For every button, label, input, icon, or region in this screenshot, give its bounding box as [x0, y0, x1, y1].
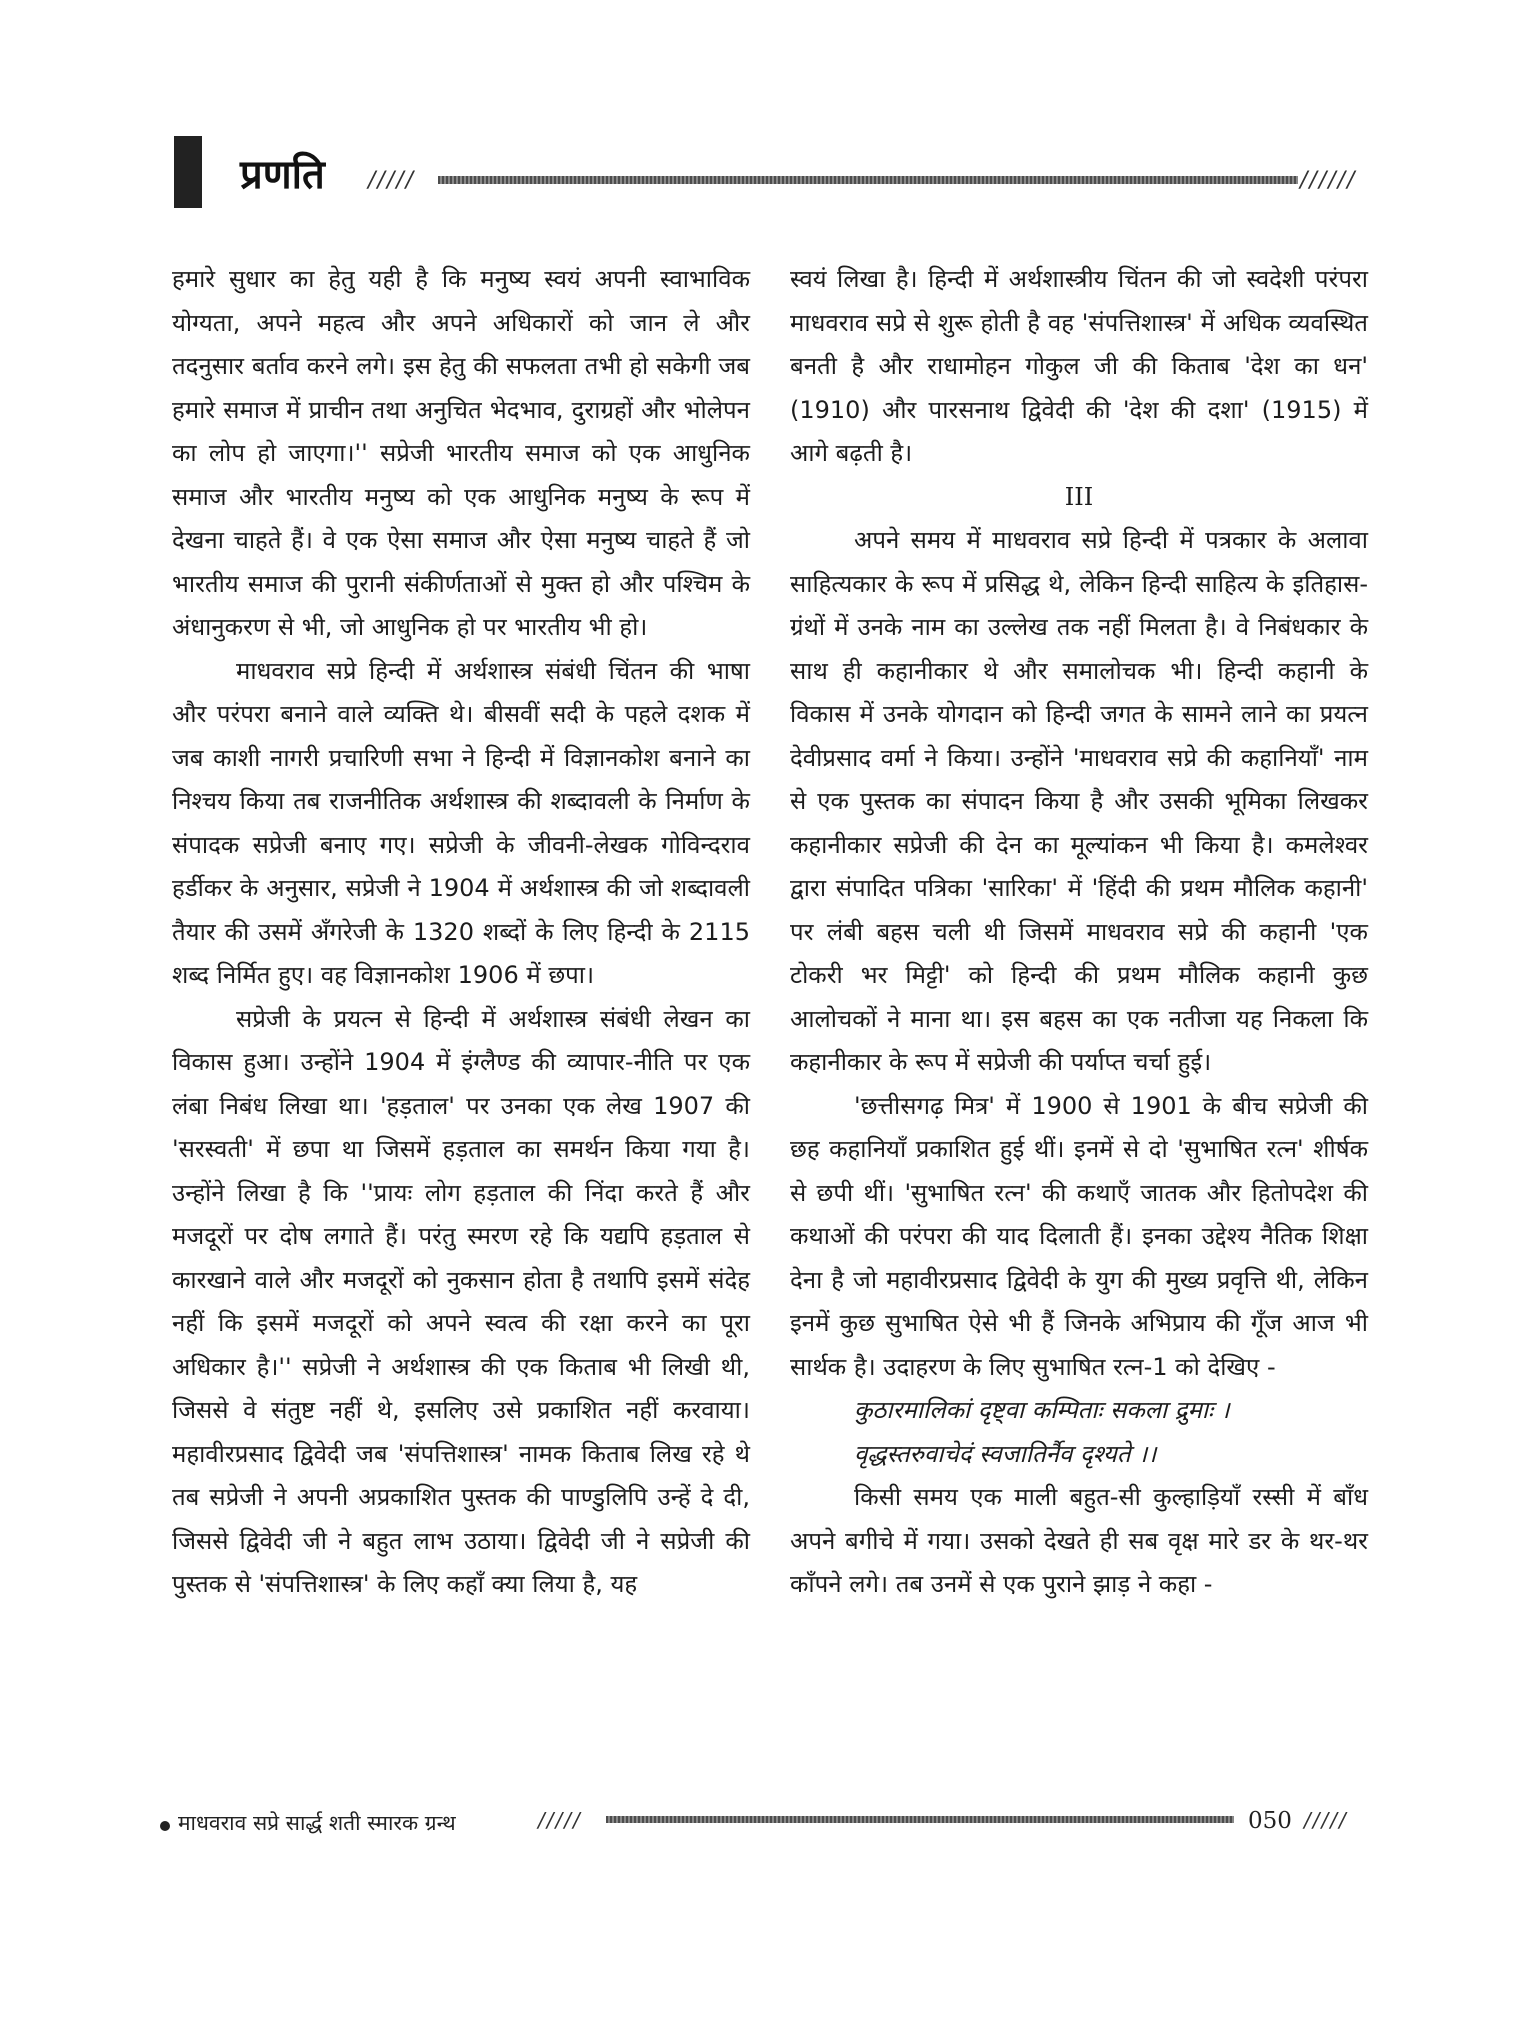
footer-bullet-icon — [160, 1821, 170, 1831]
paragraph: हमारे सुधार का हेतु यही है कि मनुष्य स्वयं अपनी स्वाभाविक योग्यता, अपने महत्व और अपने अधिकारों को जान ले और तदनुसार बर्ताव करने लगे। इस हेतु की सफलता तभी हो सकेगी जब हमारे समाज में प्राचीन तथा अनुचित भेदभाव, दुराग्रहों और भोलेपन का लोप हो जाएगा।'' सप्रेजी भारतीय समाज को एक आधुनिक समाज और भारतीय मनुष्य को एक आधुनिक मनुष्य के रूप में देखना चाहते हैं। वे एक ऐसा समाज और ऐसा मनुष्य चाहते हैं जो भारतीय समाज की पुरानी संकीर्णताओं से मुक्त हो और पश्चिम के अंधानुकरण से भी, जो आधुनिक हो पर भारतीय भी हो। — [172, 265, 750, 641]
paragraph: स्वयं लिखा है। हिन्दी में अर्थशास्त्रीय चिंतन की जो स्वदेशी परंपरा माधवराव सप्रे से शुरू होती है वह 'संपत्तिशास्त्र' में अधिक व्यवस्थित बनती है और राधामोहन गोकुल जी की किताब 'देश का धन' (1910) और पारसनाथ द्विवेदी की 'देश की दशा' (1915) में आगे बढ़ती है। — [790, 265, 1368, 467]
page-number: 050 — [1248, 1808, 1292, 1834]
footer-slashes-left: ///// — [538, 1808, 582, 1832]
footer-slashes-right: ///// — [1304, 1808, 1348, 1832]
header-slashes-right: ////// — [1300, 168, 1357, 193]
paragraph: 'छत्तीसगढ़ मित्र' में 1900 से 1901 के बीच सप्रेजी की छह कहानियाँ प्रकाशित हुई थीं। इनमें से दो 'सुभाषित रत्न' शीर्षक से छपी थीं। 'सुभाषित रत्न' की कथाएँ जातक और हितोपदेश की कथाओं की परंपरा की याद दिलाती हैं। इनका उद्देश्य नैतिक शिक्षा देना है जो महावीरप्रसाद द्विवेदी के युग की मुख्य प्रवृत्ति थी, लेकिन इनमें कुछ सुभाषित ऐसे भी हैं जिनके अभिप्राय की गूँज आज भी सार्थक है। उदाहरण के लिए सुभाषित रत्न-1 को देखिए - — [790, 1091, 1368, 1381]
sanskrit-verse-line: कुठारमालिकां दृष्ट्वा कम्पिताः सकला द्रुमाः । — [854, 1396, 1230, 1424]
footer-book-title: माधवराव सप्रे सार्द्ध शती स्मारक ग्रन्थ — [178, 1811, 456, 1835]
header-slashes-left: ///// — [368, 168, 416, 193]
paragraph: सप्रेजी के प्रयत्न से हिन्दी में अर्थशास्त्र संबंधी लेखन का विकास हुआ। उन्होंने 1904 में इंग्लैण्ड की व्यापार-नीति पर एक लंबा निबंध लिखा था। 'हड़ताल' पर उनका एक लेख 1907 की 'सरस्वती' में छपा था जिसमें हड़ताल का समर्थन किया गया है। उन्होंने लिखा है कि ''प्रायः लोग हड़ताल की निंदा करते हैं और मजदूरों पर दोष लगाते हैं। परंतु स्मरण रहे कि यद्यपि हड़ताल से कारखाने वाले और मजदूरों को नुकसान होता है तथापि इसमें संदेह नहीं कि इसमें मजदूरों को अपने स्वत्व की रक्षा करने का पूरा अधिकार है।'' सप्रेजी ने अर्थशास्त्र की एक किताब भी लिखी थी, जिससे वे संतुष्ट नहीं थे, इसलिए उसे प्रकाशित नहीं करवाया। महावीरप्रसाद द्विवेदी जब 'संपत्तिशास्त्र' नामक किताब लिख रहे थे तब सप्रेजी ने अपनी अप्रकाशित पुस्तक की पाण्डुलिपि उन्हें दे दी, जिससे द्विवेदी जी ने बहुत लाभ उठाया। द्विवेदी जी ने सप्रेजी की पुस्तक से 'संपत्तिशास्त्र' के लिए कहाँ क्या लिया है, यह — [172, 1004, 750, 1598]
header-rule — [438, 176, 1298, 184]
paragraph: अपने समय में माधवराव सप्रे हिन्दी में पत्रकार के अलावा साहित्यकार के रूप में प्रसिद्ध थे, लेकिन हिन्दी साहित्य के इतिहास-ग्रंथों में उनके नाम का उल्लेख तक नहीं मिलता है। वे निबंधकार के साथ ही कहानीकार थे और समालोचक भी। हिन्दी कहानी के विकास में उनके योगदान को हिन्दी जगत के सामने लाने का प्रयत्न देवीप्रसाद वर्मा ने किया। उन्होंने 'माधवराव सप्रे की कहानियाँ' नाम से एक पुस्तक का संपादन किया है और उसकी भूमिका लिखकर कहानीकार सप्रेजी की देन का मूल्यांकन भी किया है। कमलेश्वर द्वारा संपादित पत्रिका 'सारिका' में 'हिंदी की प्रथम मौलिक कहानी' पर लंबी बहस चली थी जिसमें माधवराव सप्रे की कहानी 'एक टोकरी भर मिट्टी' को हिन्दी की प्रथम मौलिक कहानी कुछ आलोचकों ने माना था। इस बहस का एक नतीजा यह निकला कि कहानीकार के रूप में सप्रेजी की पर्याप्त चर्चा हुई। — [790, 526, 1368, 1076]
right-text-column — [790, 258, 1368, 1607]
paragraph: माधवराव सप्रे हिन्दी में अर्थशास्त्र संबंधी चिंतन की भाषा और परंपरा बनाने वाले व्यक्ति थे। बीसवीं सदी के पहले दशक में जब काशी नागरी प्रचारिणी सभा ने हिन्दी में विज्ञानकोश बनाने का निश्चय किया तब राजनीतिक अर्थशास्त्र की शब्दावली के निर्माण के संपादक सप्रेजी बनाए गए। सप्रेजी के जीवनी-लेखक गोविन्दराव हर्डीकर के अनुसार, सप्रेजी ने 1904 में अर्थशास्त्र की जो शब्दावली तैयार की उसमें अँगरेजी के 1320 शब्दों के लिए हिन्दी के 2115 शब्द निर्मित हुए। वह विज्ञानकोश 1906 में छपा। — [172, 656, 750, 989]
left-text-column — [172, 258, 750, 1607]
section-heading: III — [1064, 482, 1094, 511]
paragraph: किसी समय एक माली बहुत-सी कुल्हाड़ियाँ रस्सी में बाँध अपने बगीचे में गया। उसको देखते ही सब वृक्ष मारे डर के थर-थर काँपने लगे। तब उनमें से एक पुराने झाड़ ने कहा - — [790, 1483, 1368, 1598]
running-header-title: प्रणति — [240, 152, 325, 198]
header-marker-block — [174, 136, 202, 208]
sanskrit-verse-line: वृद्धस्तरुवाचेदं स्वजातिर्नैव दृश्यते ।। — [854, 1439, 1157, 1468]
footer-rule — [606, 1816, 1234, 1823]
